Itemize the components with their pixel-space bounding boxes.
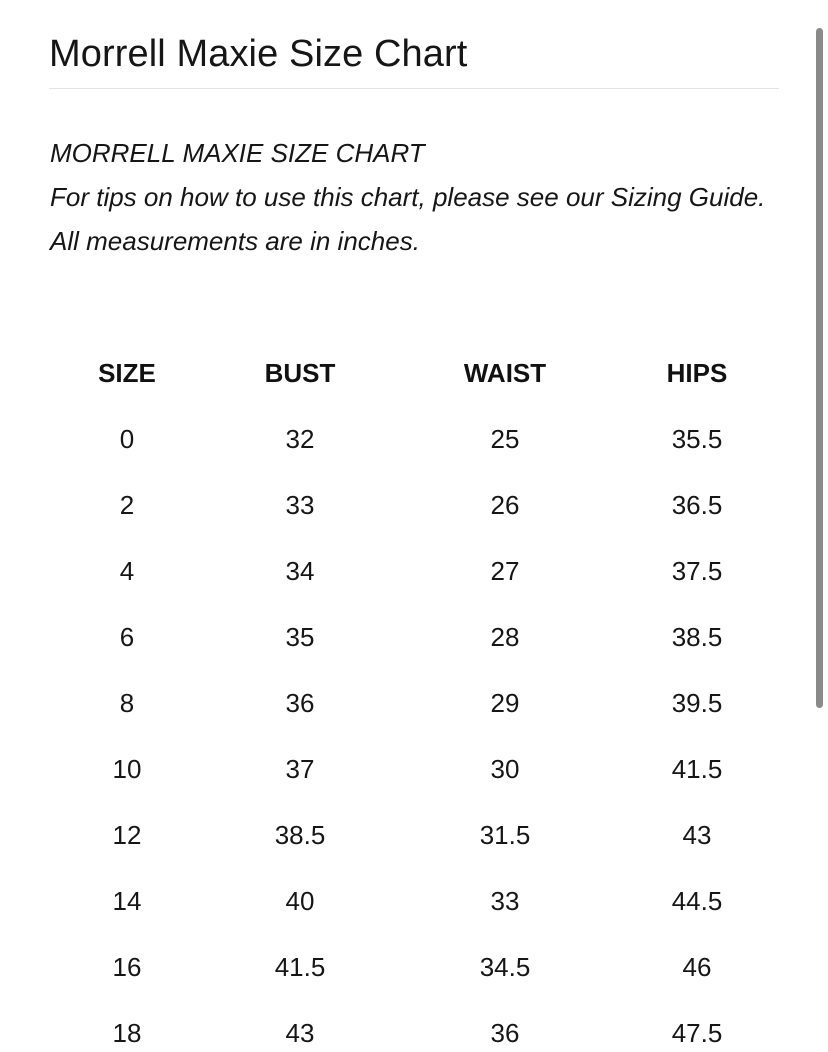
table-row <box>31 868 761 934</box>
cell-waist: 25 <box>490 423 520 454</box>
header-size: SIZE <box>98 357 156 388</box>
table-header-row <box>31 340 761 406</box>
table-row <box>31 670 761 736</box>
cell-bust: 32 <box>285 423 315 454</box>
table-row <box>31 1000 761 1052</box>
cell-hips: 36.5 <box>671 489 723 520</box>
cell-hips: 37.5 <box>671 555 723 586</box>
table-row <box>31 802 761 868</box>
header-bust: BUST <box>264 357 336 388</box>
table-row <box>31 472 761 538</box>
cell-size: 18 <box>112 1017 142 1048</box>
cell-bust: 41.5 <box>274 951 326 982</box>
cell-hips: 47.5 <box>671 1017 723 1048</box>
cell-size: 14 <box>112 885 142 916</box>
cell-bust: 38.5 <box>274 819 326 850</box>
cell-hips: 41.5 <box>671 753 723 784</box>
cell-waist: 28 <box>490 621 520 652</box>
cell-size: 0 <box>119 423 135 454</box>
vertical-scrollbar[interactable] <box>816 28 823 708</box>
cell-size: 12 <box>112 819 142 850</box>
intro-units-note: All measurements are in inches. <box>50 226 420 256</box>
cell-bust: 33 <box>285 489 315 520</box>
cell-waist: 26 <box>490 489 520 520</box>
cell-size: 6 <box>119 621 135 652</box>
cell-size: 2 <box>119 489 135 520</box>
intro-text <box>50 131 770 263</box>
page-title: Morrell Maxie Size Chart <box>49 33 468 75</box>
cell-waist: 33 <box>490 885 520 916</box>
cell-size: 4 <box>119 555 135 586</box>
title-divider <box>49 88 779 89</box>
intro-tips: For tips on how to use this chart, please see our Sizing Guide. <box>50 182 766 212</box>
cell-waist: 34.5 <box>479 951 531 982</box>
cell-hips: 39.5 <box>671 687 723 718</box>
cell-bust: 37 <box>285 753 315 784</box>
header-waist: WAIST <box>463 357 547 388</box>
cell-bust: 40 <box>285 885 315 916</box>
cell-waist: 27 <box>490 555 520 586</box>
cell-hips: 44.5 <box>671 885 723 916</box>
cell-waist: 29 <box>490 687 520 718</box>
cell-hips: 46 <box>682 951 712 982</box>
cell-waist: 30 <box>490 753 520 784</box>
cell-bust: 36 <box>285 687 315 718</box>
table-row <box>31 406 761 472</box>
cell-bust: 43 <box>285 1017 315 1048</box>
cell-bust: 34 <box>285 555 315 586</box>
table-row <box>31 934 761 1000</box>
cell-waist: 31.5 <box>479 819 531 850</box>
cell-size: 10 <box>112 753 142 784</box>
cell-waist: 36 <box>490 1017 520 1048</box>
cell-size: 8 <box>119 687 135 718</box>
cell-hips: 43 <box>682 819 712 850</box>
size-table <box>31 340 761 1052</box>
cell-hips: 35.5 <box>671 423 723 454</box>
cell-size: 16 <box>112 951 142 982</box>
cell-bust: 35 <box>285 621 315 652</box>
table-row <box>31 538 761 604</box>
cell-hips: 38.5 <box>671 621 723 652</box>
table-row <box>31 736 761 802</box>
intro-heading: MORRELL MAXIE SIZE CHART <box>50 138 425 168</box>
header-hips: HIPS <box>666 357 728 388</box>
table-row <box>31 604 761 670</box>
